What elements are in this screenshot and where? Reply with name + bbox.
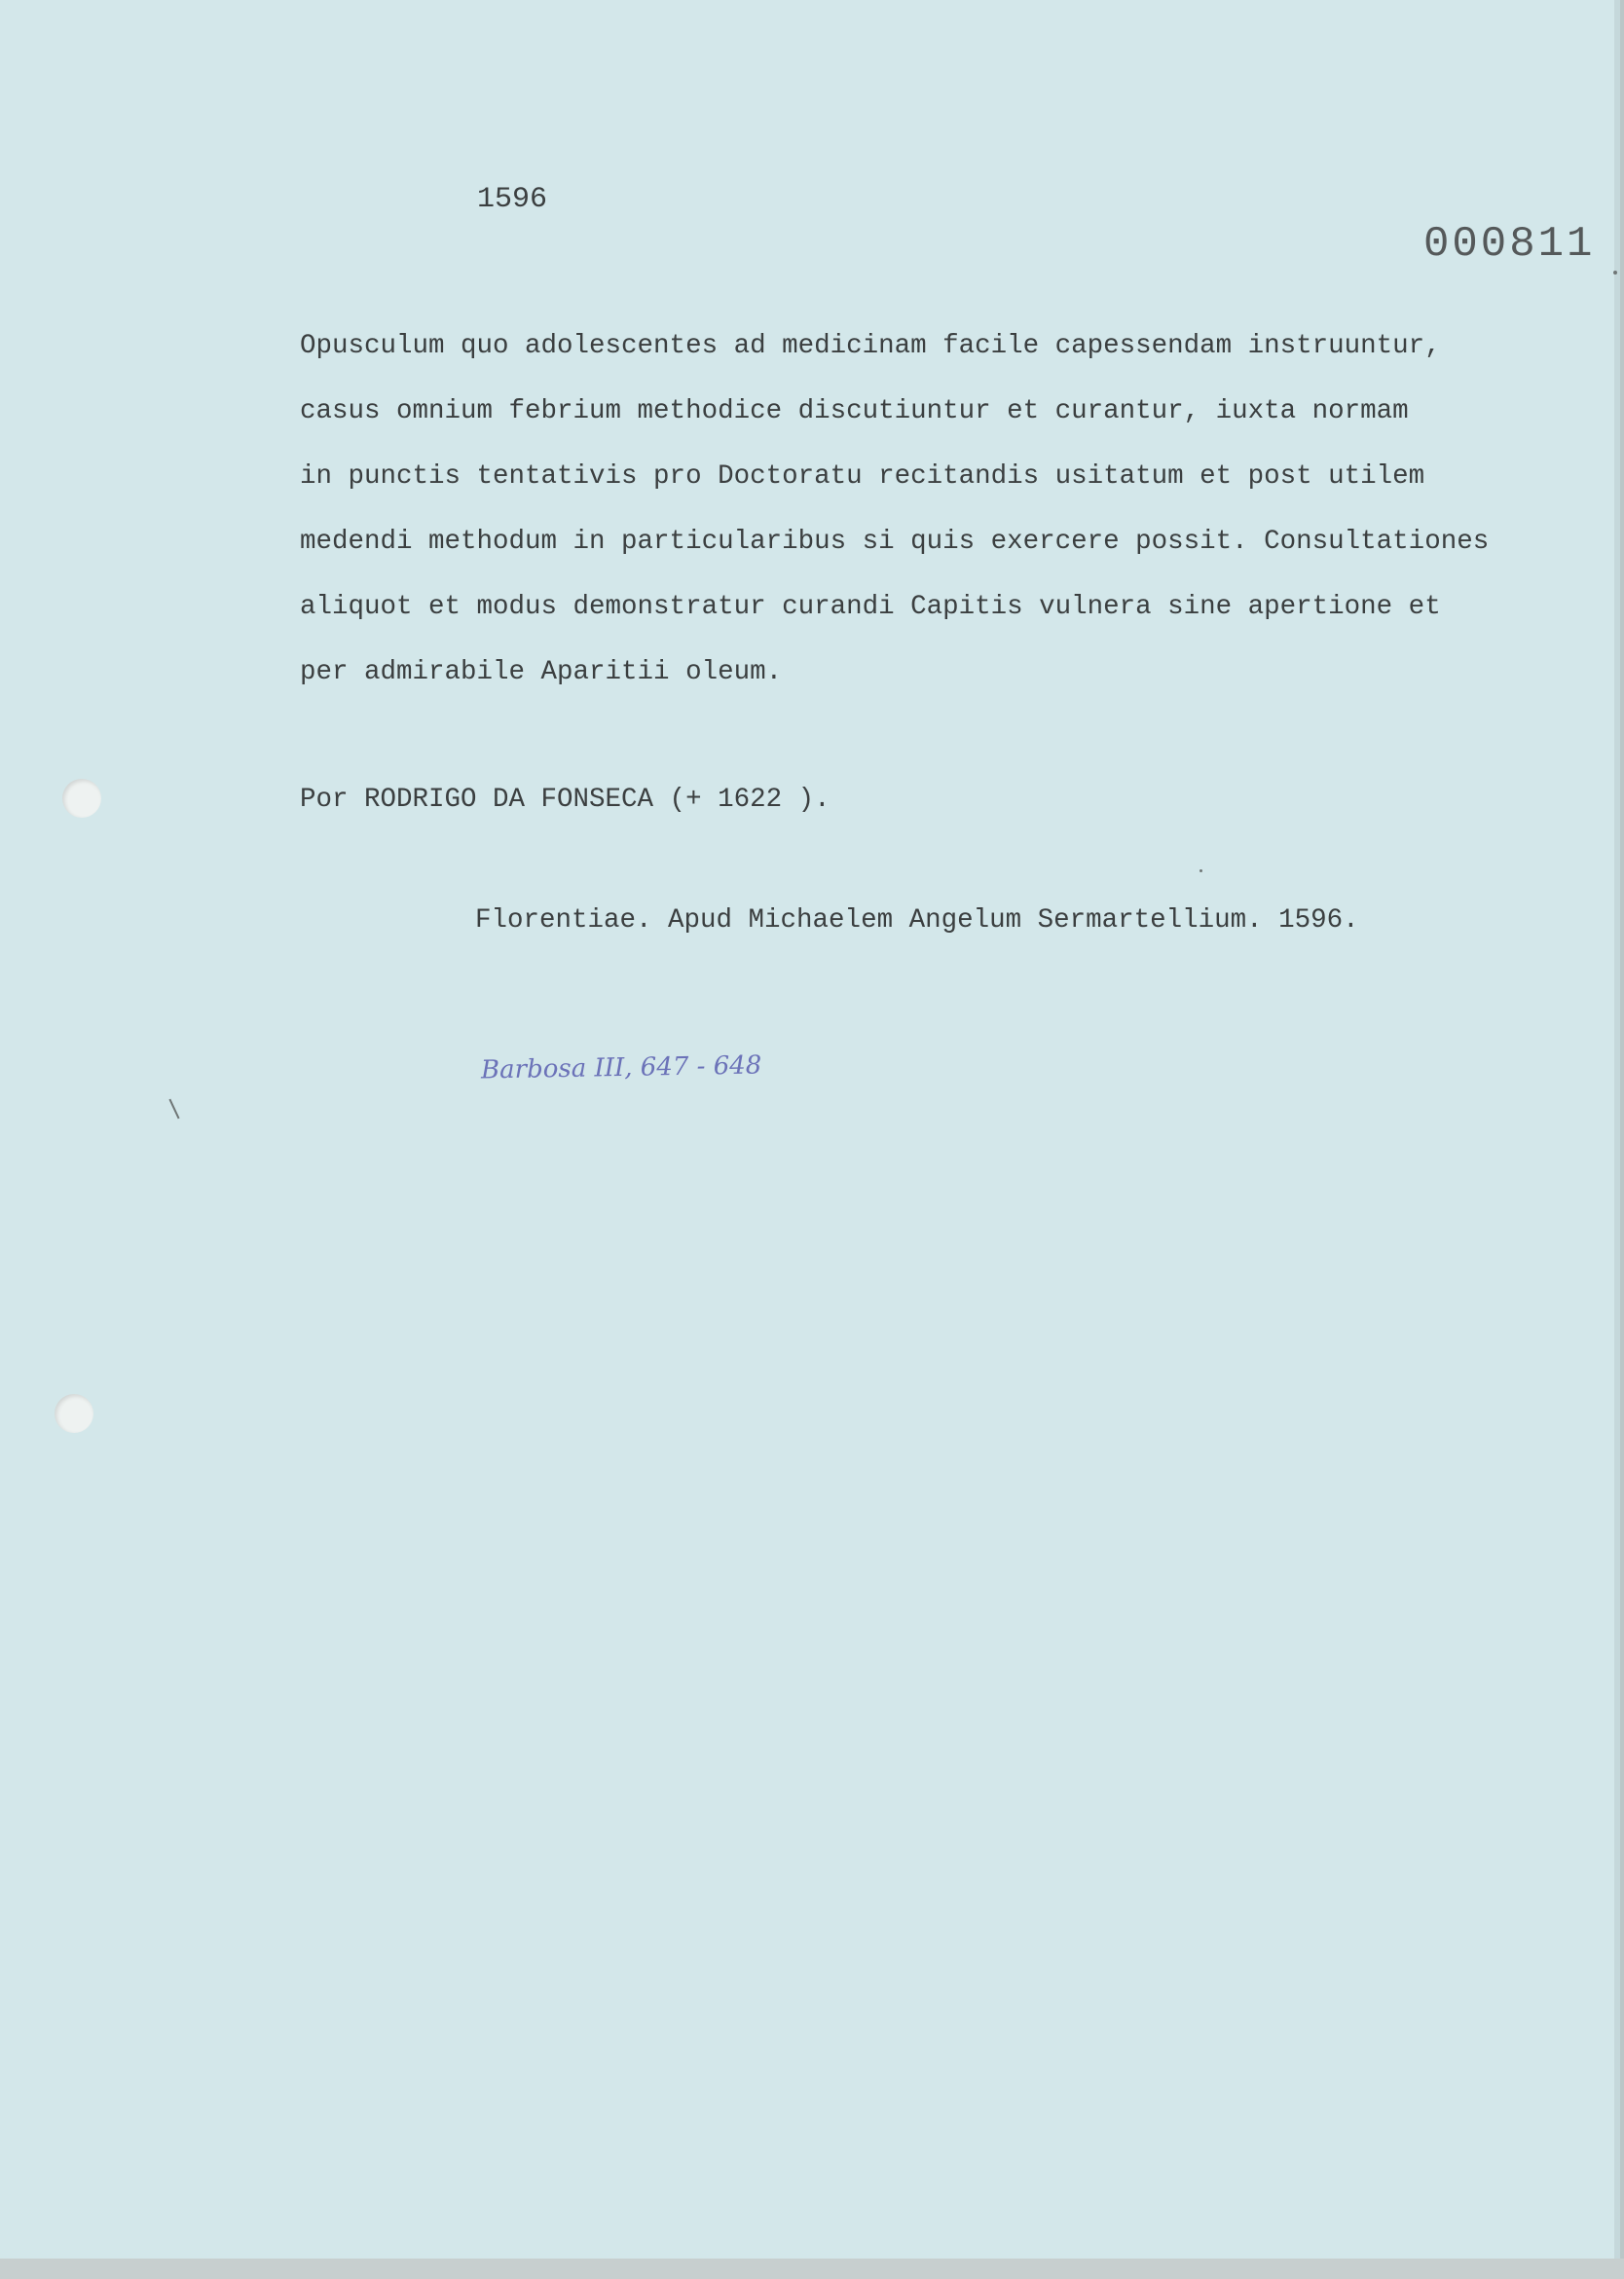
record-year: 1596 <box>477 183 548 216</box>
title-line: in punctis tentativis pro Doctoratu recitandis usitatum et post utilem <box>300 461 1425 492</box>
punch-hole <box>62 779 101 818</box>
pencil-mark <box>168 1099 179 1120</box>
punch-hole <box>55 1394 93 1433</box>
ink-speck <box>1613 271 1617 275</box>
ink-speck <box>1200 869 1202 872</box>
book-title <box>300 313 1489 705</box>
title-line: medendi methodum in particularibus si quis exercere possit. Consultationes <box>300 527 1490 557</box>
imprint-line: Florentiae. Apud Michaelem Angelum Sermartellium. 1596. <box>475 905 1359 936</box>
title-line: Opusculum quo adolescentes ad medicinam facile capessendam instruuntur, <box>300 331 1441 361</box>
scan-border <box>0 2259 1624 2279</box>
catalog-number: 000811 <box>1423 220 1596 269</box>
author-line: Por RODRIGO DA FONSECA (+ 1622 ). <box>300 785 830 815</box>
paper-edge <box>1614 0 1620 2259</box>
handwritten-reference: Barbosa III, 647 - 648 <box>480 1050 762 1085</box>
title-line: casus omnium febrium methodice discutiuntur et curantur, iuxta normam <box>300 396 1409 426</box>
title-line: aliquot et modus demonstratur curandi Capitis vulnera sine apertione et <box>300 592 1441 622</box>
title-line: per admirabile Aparitii oleum. <box>300 657 783 687</box>
